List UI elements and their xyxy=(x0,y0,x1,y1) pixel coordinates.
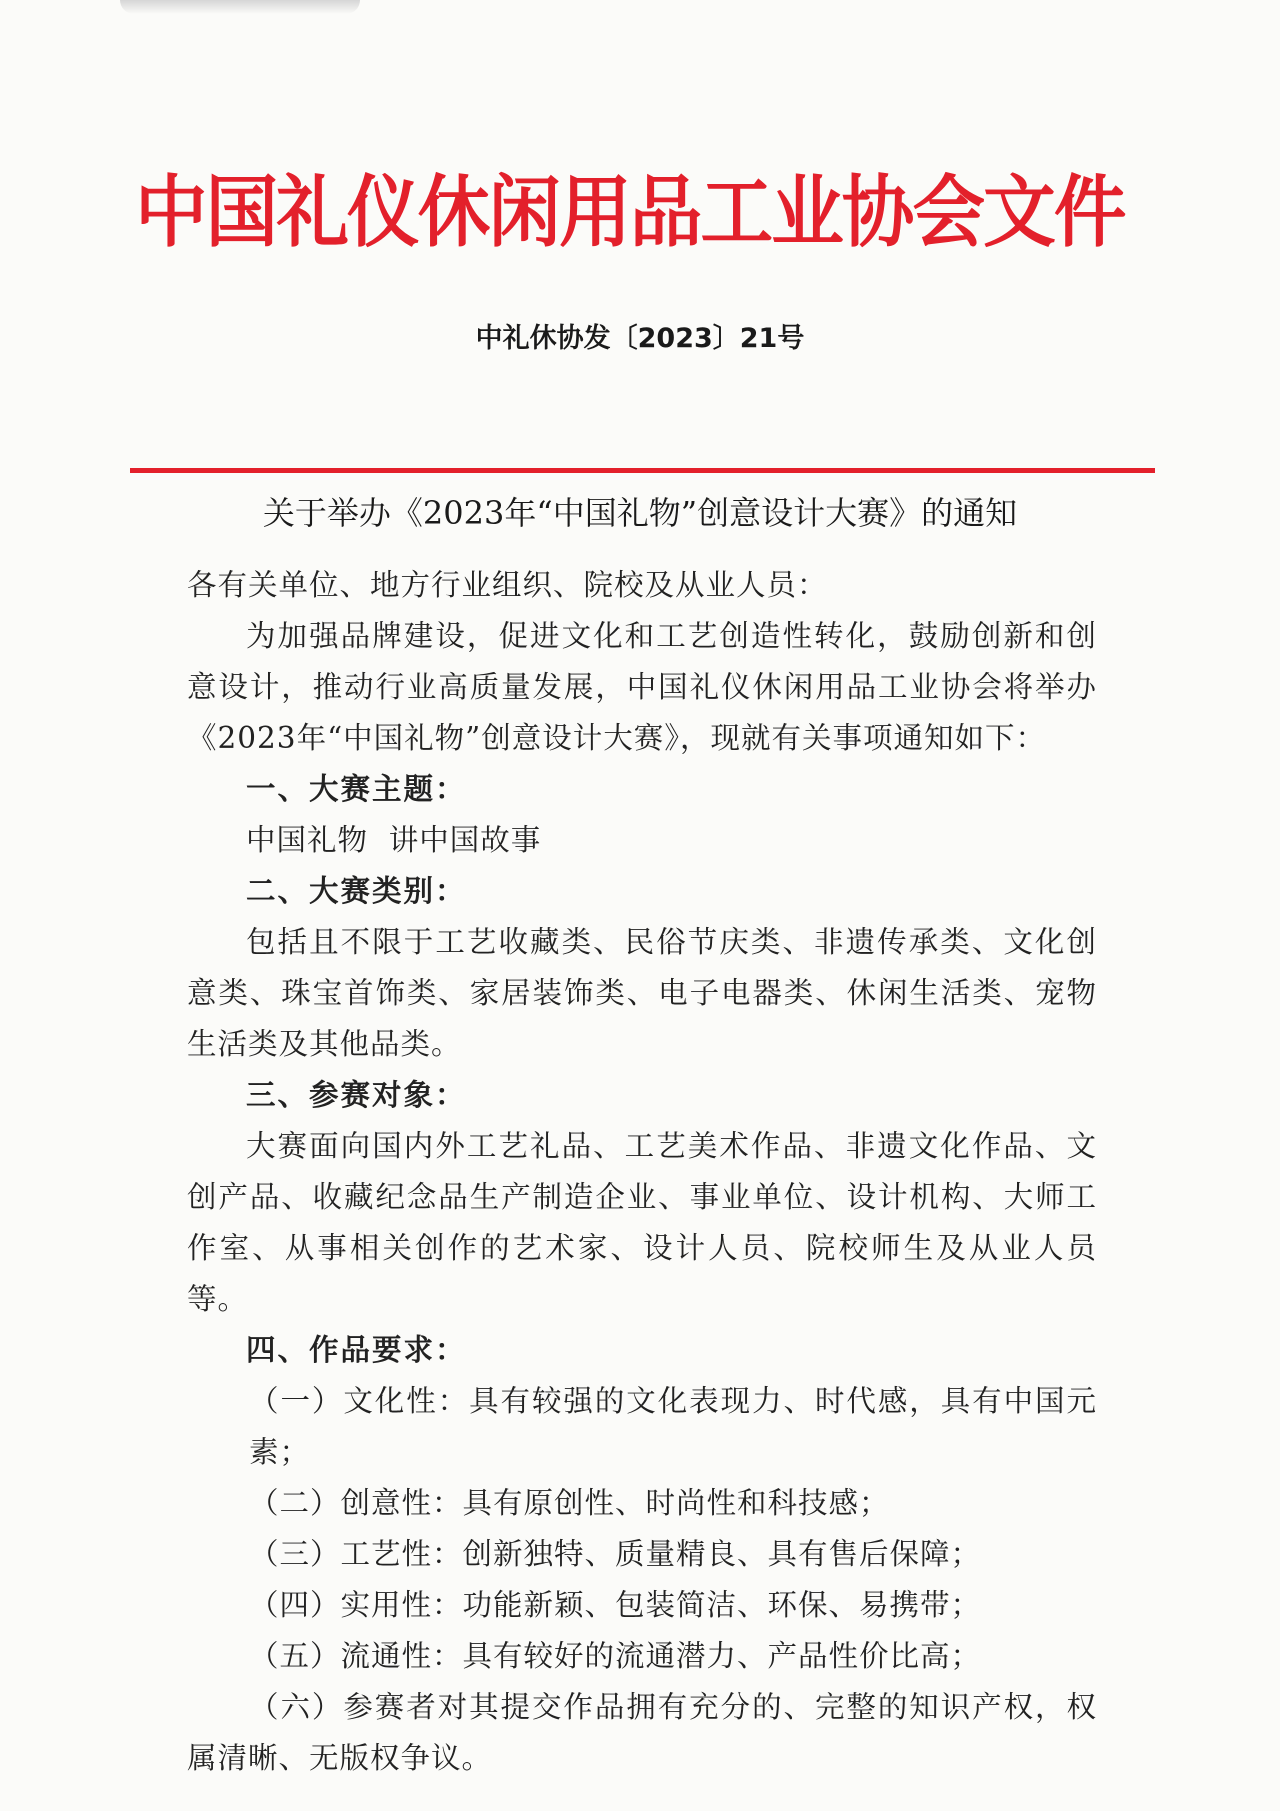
salutation: 各有关单位、地方行业组织、院校及从业人员： xyxy=(187,568,828,602)
requirement-item: （一）文化性：具有较强的文化表现力、时代感，具有中国元素； xyxy=(249,1384,1097,1469)
section-heading-participants: 三、参赛对象： xyxy=(246,1078,467,1112)
section-heading-categories: 二、大赛类别： xyxy=(246,874,467,908)
theme-content: 中国礼物 讲中国故事 xyxy=(246,823,542,857)
intro-paragraph: 为加强品牌建设，促进文化和工艺创造性转化，鼓励创新和创意设计，推动行业高质量发展，中国礼仪休闲用品工业协会将举办《2023年“中国礼物”创意设计大赛》，现就有关事项通知如下： xyxy=(187,619,1097,755)
header-red-rule xyxy=(130,468,1155,473)
org-header-title: 中国礼仪休闲用品工业协会文件 xyxy=(135,168,1125,258)
notice-title: 关于举办《2023年“中国礼物”创意设计大赛》的通知 xyxy=(262,494,1018,532)
requirement-item: （二）创意性：具有原创性、时尚性和科技感； xyxy=(249,1486,890,1520)
document-number: 中礼休协发〔2023〕21号 xyxy=(475,323,805,354)
requirement-item: （五）流通性：具有较好的流通潜力、产品性价比高； xyxy=(249,1639,982,1673)
section-heading-requirements: 四、作品要求： xyxy=(246,1333,467,1367)
requirement-item: （六）参赛者对其提交作品拥有充分的、完整的知识产权，权属清晰、无版权争议。 xyxy=(187,1690,1097,1775)
notice-body xyxy=(187,560,1097,1784)
requirement-item: （四）实用性：功能新颖、包装简洁、环保、易携带； xyxy=(249,1588,982,1622)
categories-content: 包括且不限于工艺收藏类、民俗节庆类、非遗传承类、文化创意类、珠宝首饰类、家居装饰类、电子电器类、休闲生活类、宠物生活类及其他品类。 xyxy=(187,925,1097,1061)
participants-content: 大赛面向国内外工艺礼品、工艺美术作品、非遗文化作品、文创产品、收藏纪念品生产制造企业、事业单位、设计机构、大师工作室、从事相关创作的艺术家、设计人员、院校师生及从业人员等。 xyxy=(187,1129,1097,1316)
section-heading-theme: 一、大赛主题： xyxy=(246,772,467,806)
requirement-item: （三）工艺性：创新独特、质量精良、具有售后保障； xyxy=(249,1537,982,1571)
